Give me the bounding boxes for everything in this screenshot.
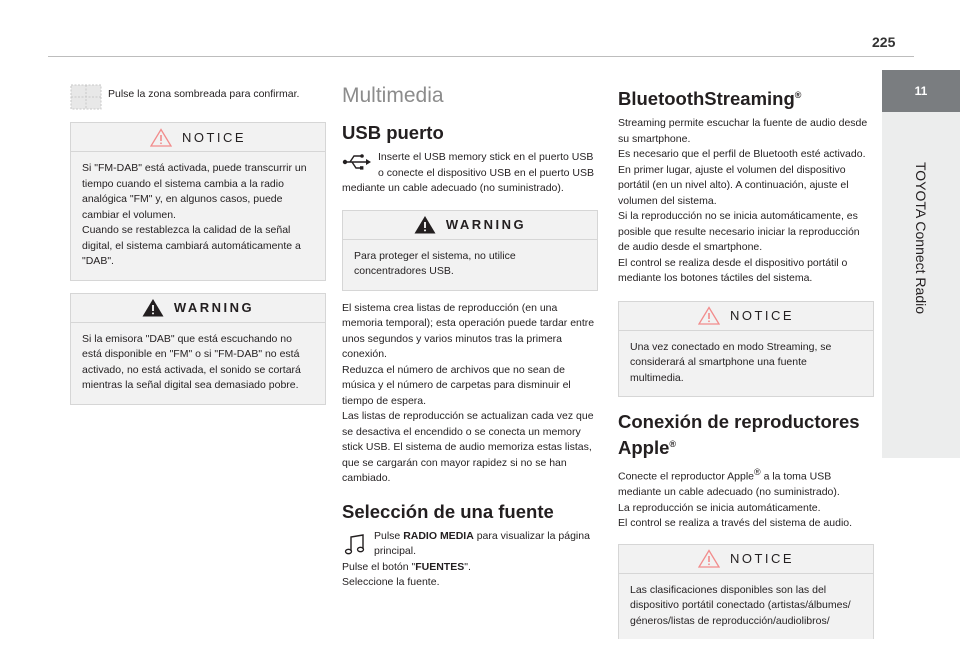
shaded-zone-icon [70,82,102,112]
notice-header [619,545,873,574]
warning-box-dab [70,293,326,405]
confirm-instruction [70,82,326,112]
apple-text: Conecte el reproductor Apple® a la toma USB mediante un cable adecuado (no suministrado). La reproducción se inicia automáticamente. El control se realiza a través del sistema de audio. [618,467,853,530]
fuentes-label: FUENTES [415,560,465,573]
notice-text: Una vez conectado en modo Streaming, se considerará al smartphone una fuente multimedia. [630,340,832,384]
notice-box-streaming [618,301,874,398]
source-heading: Selección de una fuente [342,500,554,522]
warning-box-usb [342,210,598,291]
warning-header [343,211,597,240]
warning-text: Para proteger el sistema, no utilice concentradores USB. [354,249,516,277]
source-instruction [342,529,598,560]
warning-header [71,294,325,323]
playlist-text: El sistema crea listas de reproducción (en una memoria temporal); esta operación puede tardar entre unos segundos y varios minutos tras la primera conexión. Reduzca el número de archivos que no sean de música y el número de carpetas para disminuir el tiempo de espera. Las listas de reproducción se actualizan cada vez que se desactiva el encendido o se conecta un memory stick USB. El sistema de audio memoriza estas listas, que se cargarán con mayor rapidez si no se han cambiado. [342,301,595,484]
notice-box-fm-dab [70,122,326,281]
notice-header [619,302,873,331]
fuentes-text: Pulse el botón "FUENTES". [342,560,471,573]
select-source-text: Seleccione la fuente. [342,576,440,588]
warning-title: WARNING [173,300,255,315]
notice-title: NOTICE [181,129,247,145]
column-3 [618,82,874,639]
usb-icon [342,152,372,172]
notice-box-classifications [618,544,874,640]
column-1 [70,82,326,405]
section-title: Multimedia [342,84,444,107]
warning-title: WARNING [445,217,527,232]
bt-streaming-text: Streaming permite escuchar la fuente de audio desde su smartphone. Es necesario que el perfil de Bluetooth esté activado. En primer lugar, ajuste el volumen del dispositivo portátil (en un nivel alto). A continuación, ajuste el volumen del sistema. Si la reproducción no se inicia automáticamente, es posible que resulte necesario iniciar la reproducción de audio desde el smartphone. El control se realiza desde el dispositivo portátil o mediante los botones táctiles del sistema. [618,117,868,285]
radio-media-label: RADIO MEDIA [403,529,474,542]
bt-streaming-heading: BluetoothStreaming® [618,88,802,110]
warning-triangle-icon [414,215,436,234]
usb-instruction [342,150,598,197]
notice-title: NOTICE [729,308,795,324]
notice-header [71,123,325,152]
notice-text: Las clasificaciones disponibles son las del dispositivo portátil conectado (artistas/álbumes/ géneros/listas de reproducción/audiolibros/ [630,583,851,627]
apple-heading: Conexión de reproductores Apple® [618,411,860,459]
notice-triangle-icon [698,306,720,325]
music-note-icon [342,533,368,557]
confirm-text: Pulse la zona sombreada para confirmar. [108,88,300,100]
chapter-number: 11 [882,70,960,112]
notice-triangle-icon [698,549,720,568]
notice-title: NOTICE [729,551,795,567]
column-2 [342,82,598,591]
usb-heading: USB puerto [342,122,444,143]
page-number: 225 [872,34,896,50]
chapter-title: TOYOTA Connect Radio [913,162,929,314]
source-text: Pulse RADIO MEDIA para visualizar la página principal. [374,529,590,557]
notice-triangle-icon [150,128,172,147]
chapter-tab[interactable] [882,70,960,458]
chapter-tab-body [882,112,960,458]
usb-text: Inserte el USB memory stick en el puerto USB o conecte el dispositivo USB en el puerto USB mediante un cable adecuado (no suministrado). [342,151,594,194]
notice-text: Si "FM-DAB" está activada, puede transcurrir un tiempo cuando el sistema cambia a la radio analógica "FM" y, en algunos casos, puede cambiar el volumen. Cuando se restablezca la calidad de la señal digital, el sistema cambiará automáticamente a "DAB". [82,162,307,267]
header-rule [48,56,914,57]
warning-text: Si la emisora "DAB" que está escuchando no está disponible en "FM" o si "FM-DAB" no está activado, no está activada, el sonido se cortará mientras la señal digital sea demasiado pobre. [82,332,301,391]
warning-triangle-icon [142,298,164,317]
